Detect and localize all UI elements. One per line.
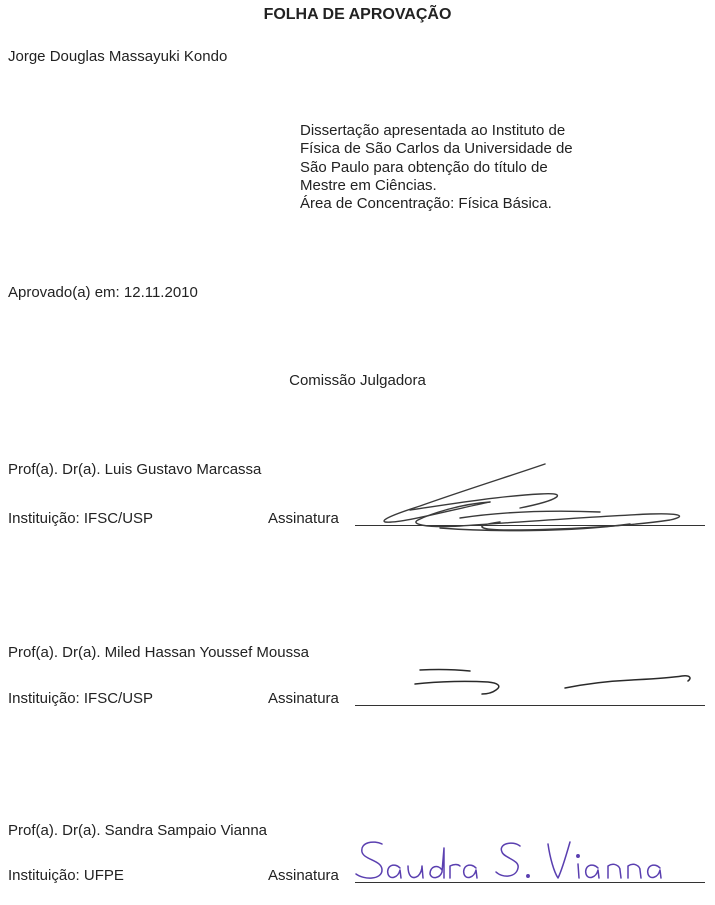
examiner-name: Prof(a). Dr(a). Luis Gustavo Marcassa [8, 461, 262, 478]
description-line: Dissertação apresentada ao Instituto de [300, 122, 566, 139]
approval-date: Aprovado(a) em: 12.11.2010 [8, 284, 198, 301]
description-line: São Paulo para obtenção do título de [300, 158, 548, 176]
examiner-name: Prof(a). Dr(a). Sandra Sampaio Vianna [8, 822, 268, 839]
examiner-name: Prof(a). Dr(a). Miled Hassan Youssef Moussa [8, 644, 309, 661]
examiner-institution: Instituição: IFSC/USP [8, 510, 154, 527]
signature-line [355, 705, 705, 706]
examiner-institution: Instituição: UFPE [8, 867, 124, 884]
description-line: Mestre em Ciências. [300, 176, 437, 194]
description-line: Área de Concentração: Física Básica. [300, 195, 552, 213]
author-name: Jorge Douglas Massayuki Kondo [8, 48, 228, 65]
signature-label: Assinatura [268, 690, 339, 707]
description-line: Física de São Carlos da Universidade de [300, 140, 573, 158]
examiner-institution: Instituição: IFSC/USP [8, 690, 154, 707]
committee-heading: Comissão Julgadora [289, 372, 426, 389]
signature-handwriting [370, 664, 700, 700]
page-title: FOLHA DE APROVAÇÃO [263, 6, 452, 23]
signature-label: Assinatura [268, 510, 339, 527]
signature-handwriting [352, 836, 702, 886]
dissertation-description [300, 122, 573, 213]
signature-handwriting [370, 458, 710, 538]
signature-label: Assinatura [268, 867, 339, 884]
